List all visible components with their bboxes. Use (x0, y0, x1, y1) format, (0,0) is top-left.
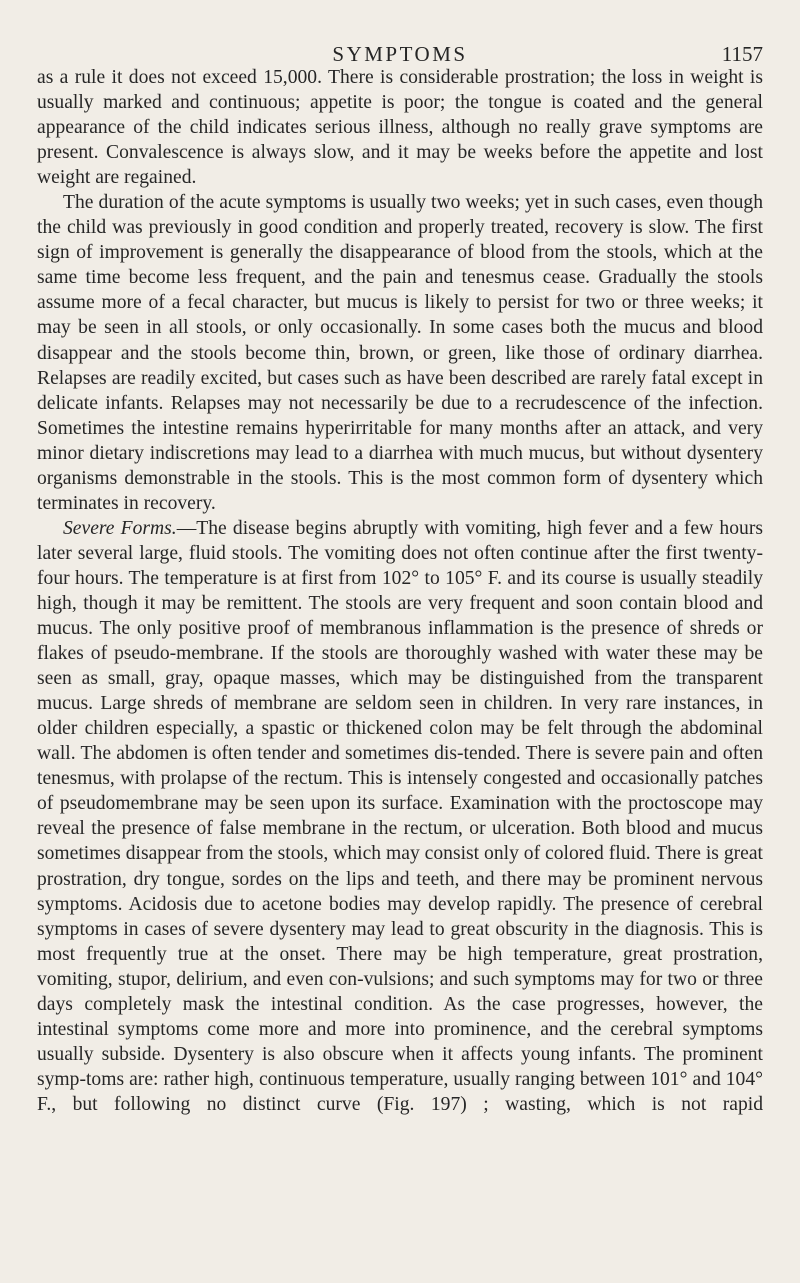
running-title: SYMPTOMS (332, 42, 468, 66)
paragraph-continuation: as a rule it does not exceed 15,000. There is considerable prostration; the loss in weight is usually marked and continuous; appetite is poor; the tongue is coated and the general appearance of the child indicates serious illness, although no really grave symptoms are present. Convalescence is always slow, and it may be weeks before the appetite and lost weight are regained. (37, 67, 763, 189)
book-page (37, 0, 763, 1283)
running-head (37, 42, 763, 66)
paragraph-severe-forms (37, 516, 763, 1117)
paragraph-duration: The duration of the acute symptoms is usually two weeks; yet in such cases, even though the child was previously in good condition and properly treated, recovery is slow. The first sign of improvement is generally the disappearance of blood from the stools, which at the same time become less frequent, and the pain and tenesmus cease. Gradually the stools assume more of a fecal character, but mucus is likely to persist for two or three weeks; it may be seen in all stools, or only occasionally. In some cases both the mucus and blood disappear and the stools become thin, brown, or green, like those of ordinary diarrhea. Relapses are readily excited, but cases such as have been described are rarely fatal except in delicate infants. Relapses may not necessarily be due to a recrudescence of the infection. Sometimes the intestine remains hyperirritable for many months after an attack, and very minor dietary indiscretions may lead to a diarrhea with much mucus, but without dysentery organisms demonstrable in the stools. This is the most common form of dysentery which terminates in recovery. (37, 192, 763, 514)
body-text (37, 65, 763, 1117)
page-number: 1157 (721, 42, 763, 66)
severe-forms-heading: Severe Forms. (63, 517, 177, 539)
severe-forms-text: —The disease begins abruptly with vomiting, high fever and a few hours later several large, fluid stools. The vomiting does not often continue after the first twenty-four hours. The temperature is at first from 102° to 105° F. and its course is usually steadily high, though it may be remittent. The stools are very frequent and soon contain blood and mucus. The only positive proof of membranous inflammation is the presence of shreds or flakes of pseudo-membrane. If the stools are thoroughly washed with water these may be seen as small, gray, opaque masses, which may be distinguished from the transparent mucus. Large shreds of membrane are seldom seen in children. In very rare instances, in older children especially, a spastic or thickened colon may be felt through the abdominal wall. The abdomen is often tender and sometimes dis-tended. There is severe pain and often tenesmus, with prolapse of the rectum. This is intensely congested and occasionally patches of pseudomembrane may be seen upon its surface. Examination with the proctoscope may reveal the presence of false membrane in the rectum, or ulceration. Both blood and mucus sometimes disappear from the stools, which may consist only of colored fluid. There is great prostration, dry tongue, sordes on the lips and teeth, and there may be prominent nervous symptoms. Acidosis due to acetone bodies may develop rapidly. The presence of cerebral symptoms in cases of severe dysentery may lead to great obscurity in the diagnosis. This is most frequently true at the onset. There may be high temperature, great prostration, vomiting, stupor, delirium, and even con-vulsions; and such symptoms may for two or three days completely mask the intestinal condition. As the case progresses, however, the intestinal symptoms come more and more into prominence, and the cerebral symptoms usually subside. Dysentery is also obscure when it affects young infants. The prominent symp-toms are: rather high, continuous temperature, usually ranging between 101° and 104° F., but following no distinct curve (Fig. 197) ; wasting, which is not rapid (37, 517, 763, 1115)
